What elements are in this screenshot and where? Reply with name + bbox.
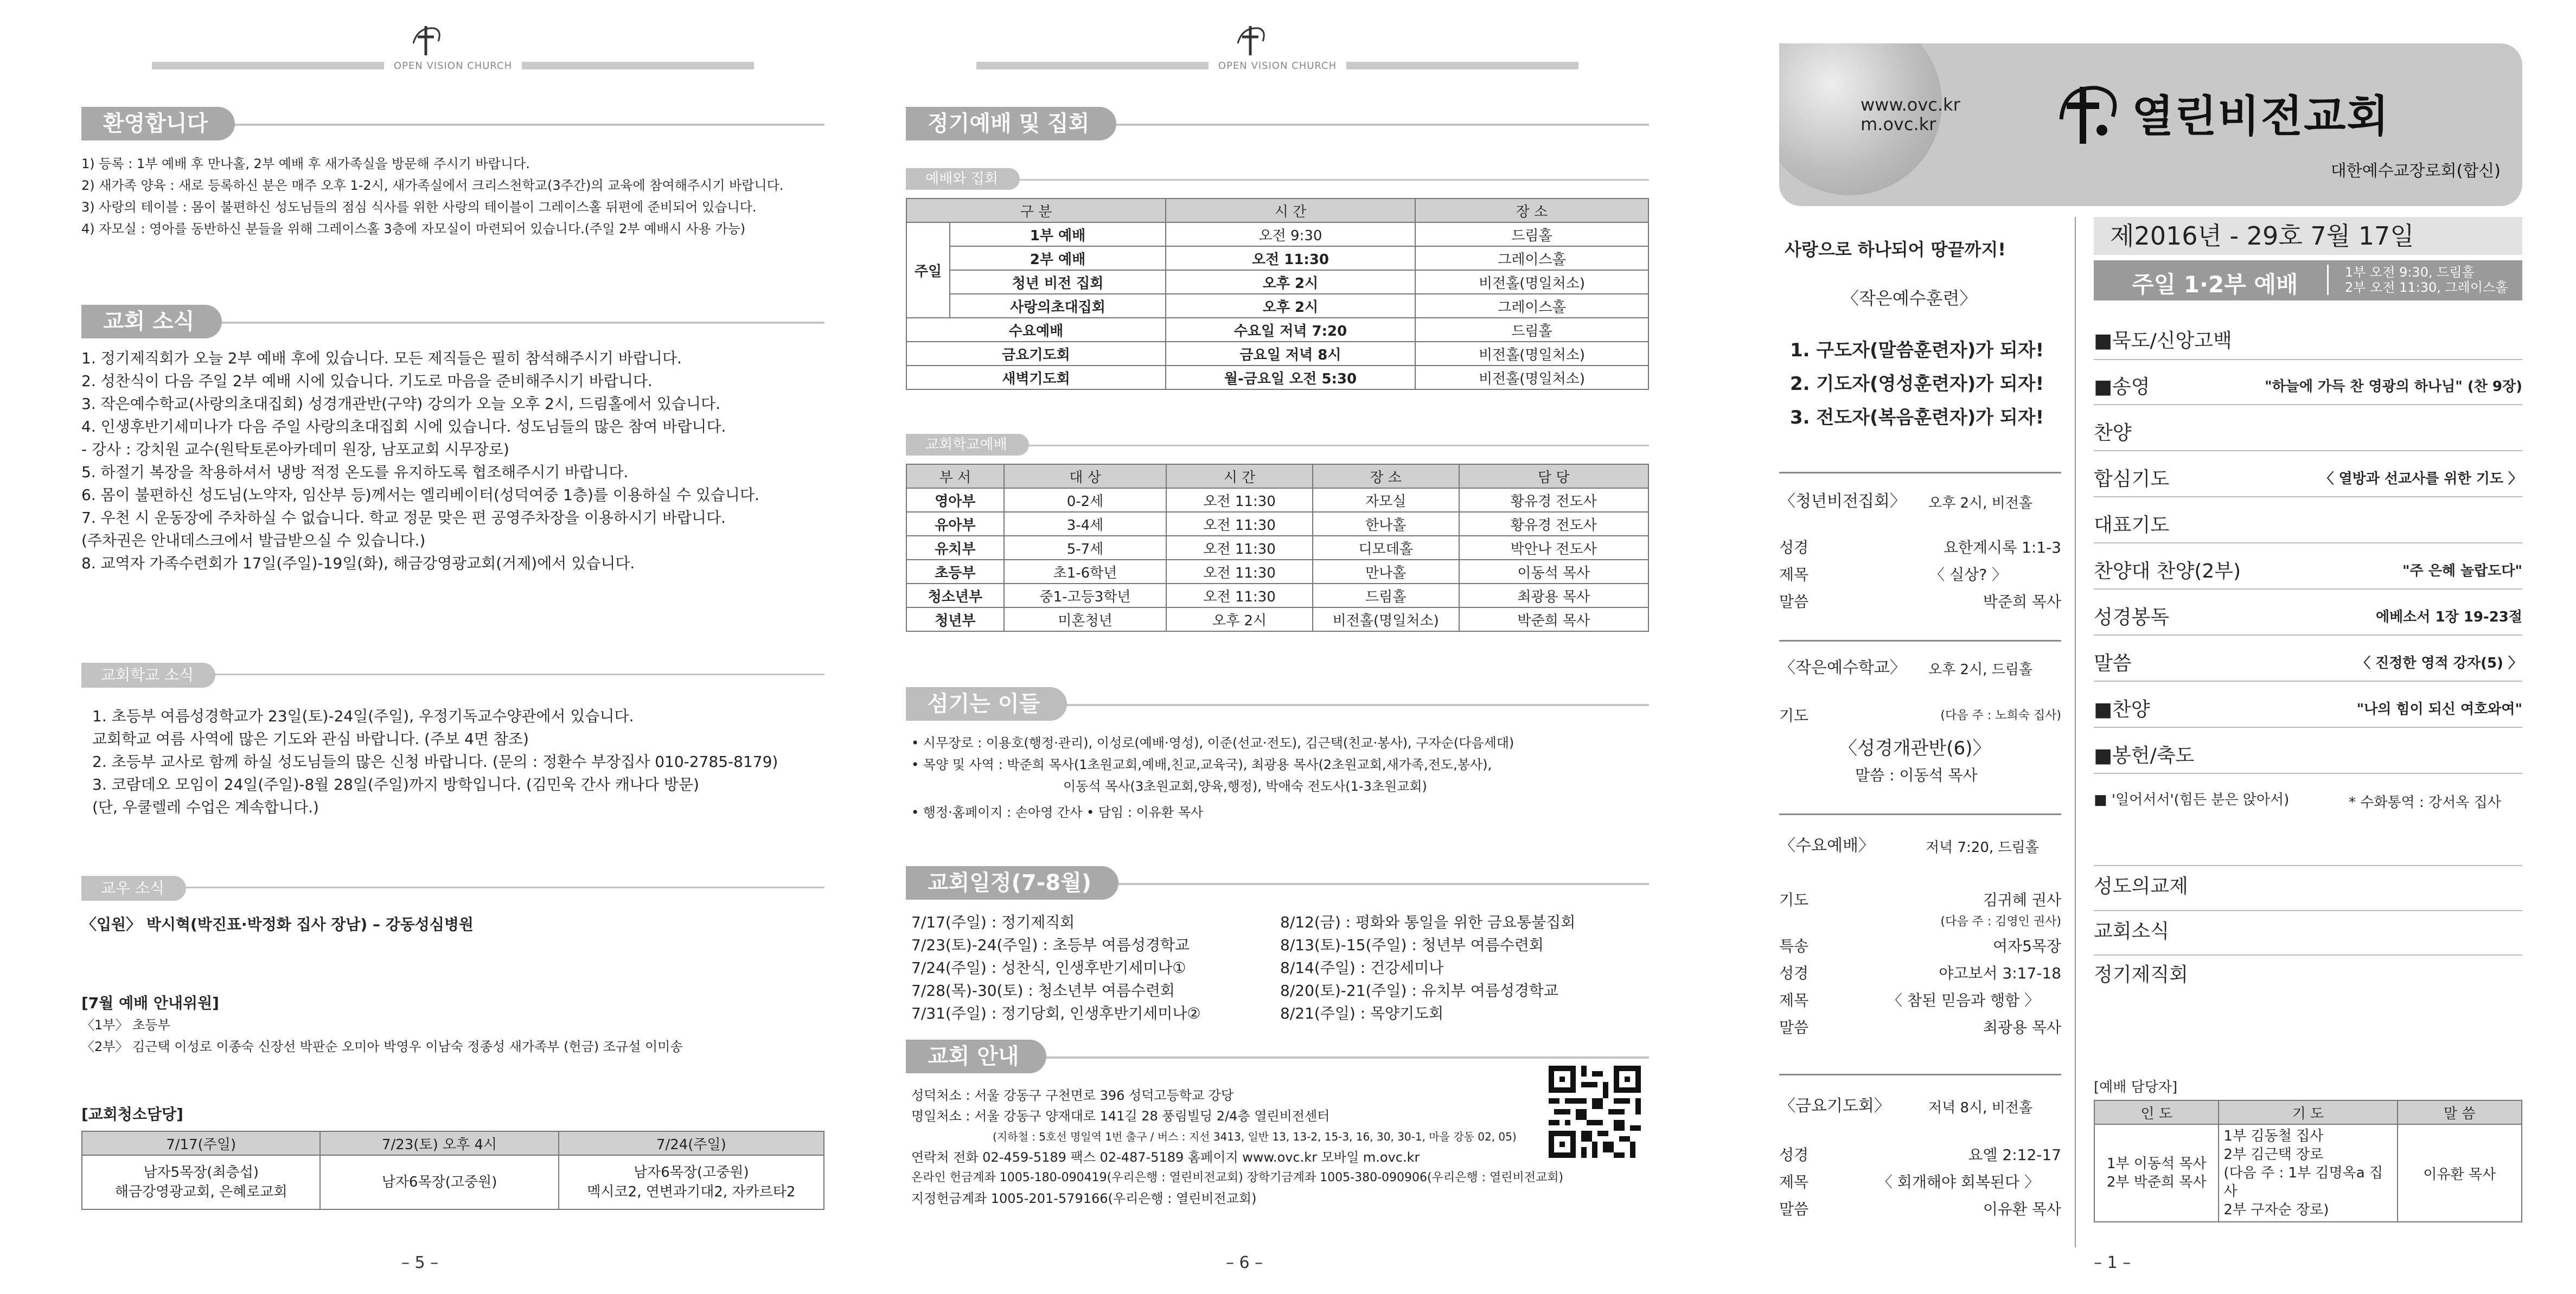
denomination: 대한예수교장로회(합신) [2330,162,2501,181]
qr-code-icon[interactable] [1549,1066,1641,1158]
sign-note: * 수화통역 : 강서옥 집사 [2349,795,2501,811]
order-item: 찬양대 찬양(2부) "주 은혜 놀랍도다" [2094,560,2522,582]
welcome-item: 2) 새가족 양육 : 새로 등록하신 분은 매주 오후 1-2시, 새가족실에서 크리스천학교(3주간)의 교육에 참여해주시기 바랍니다. [81,178,784,193]
worship-name: 2부 예배 [950,246,1166,270]
school-sub-heading: 교회학교예배 [906,434,1029,456]
school-box [1779,640,2061,642]
guides-line-2: 〈2부〉 김근택 이성로 이종숙 신장선 박판순 오미아 박영우 이남숙 정종성 새가족부 (헌금) 조규설 이미송 [81,1039,683,1054]
fri-row: 제목 〈 회개해야 회복된다 〉 [1779,1173,2040,1191]
school-header: 대 상 [1004,464,1167,488]
welcome-list [81,153,783,240]
worship-header: 시 간 [1166,198,1415,222]
school-title: 〈작은예수학교〉 [1779,658,1906,677]
schedule-item: 8/21(주일) : 목양기도회 [1280,1004,1444,1022]
info-line: 성덕처소 : 서울 강동구 구천면로 396 성덕고등학교 강당 [911,1088,1234,1103]
duty-title: [예배 담당자] [2094,1079,2178,1096]
welcome-item: 4) 자모실 : 영아를 동반하신 분들을 위해 그레이스홀 3층에 자모실이 마련되어 있습니다.(주일 2부 예배시 사용 가능) [81,221,746,236]
table-row: 청소년부 중1-고등3학년 오전 11:30 드림홀 최광용 목사 [906,584,1648,607]
cleaning-table [81,1131,824,1210]
youth-row: 말씀 박준희 목사 [1779,593,2061,611]
cleaning-header: 7/23(토) 오후 4시 [320,1131,558,1155]
goal-item: 3. 전도자(복음훈련자)가 되자! [1790,407,2044,428]
worship-place: 그레이스홀 [1415,294,1648,318]
wed-row: 성경 야고보서 3:17-18 [1779,964,2061,982]
worship-time: 오후 2시 [1166,294,1415,318]
news-item: 1. 정기제직회가 오늘 2부 예배 후에 있습니다. 모든 제직들은 필히 참석해주시기 바랍니다. [81,349,682,367]
schedule-item: 7/24(주일) : 성찬식, 인생후반기세미나① [911,959,1186,977]
worship-time: 오후 2시 [1166,270,1415,294]
order-item: 성경봉독 에베소서 1장 19-23절 [2094,606,2522,629]
mobile-url[interactable]: m.ovc.kr [1861,114,1936,134]
schedule-item: 8/20(토)-21(주일) : 유치부 여름성경학교 [1280,982,1559,1000]
cleaning-header: 7/17(주일) [82,1131,320,1155]
page-1 [1779,0,2522,1294]
welcome-item: 1) 등록 : 1부 예배 후 만나홀, 2부 예배 후 새가족실을 방문해 주시기 바랍니다. [81,156,530,171]
sunday-label: 주일 [906,222,950,318]
news-item: - 강사 : 강치원 교수(원탁토론아카데미 원장, 남포교회 시무장로) [81,440,509,458]
schedule-item: 8/13(토)-15(주일) : 청년부 여름수련회 [1280,936,1544,954]
school-speaker: 말씀 : 이동석 목사 [1855,766,1978,784]
slogan: 사랑으로 하나되어 땅끝까지! [1785,239,2006,260]
order-item: 대표기도 [2094,514,2170,536]
rise-note: ■ '일어서서'(힘든 분은 앉아서) [2094,792,2290,808]
page-5 [81,0,841,1294]
cover-banner [1779,43,2522,206]
duty-table [2094,1100,2522,1222]
duty-header: 인 도 [2094,1100,2219,1124]
worship-sub-heading: 예배와 집회 [906,168,1020,190]
news-item: 5. 하절기 복장을 착용하셔서 냉방 적정 온도를 유지하도록 협조해주시기 바랍니다. [81,463,629,481]
worship-place: 드림홀 [1415,318,1648,342]
wed-row: 특송 여자5목장 [1779,937,2061,955]
church-name: 열린비전교회 [2132,91,2390,142]
wed-row: 기도 김귀혜 권사 [1779,891,2061,909]
church-logo-icon [407,22,445,60]
school-header: 시 간 [1166,464,1313,488]
worship-time: 수요일 저녁 7:20 [1166,318,1415,342]
worship-time: 월-금요일 오전 5:30 [1166,366,1415,389]
duty-word: 이유환 목사 [2398,1124,2522,1222]
guides-title: [7월 예배 안내위원] [81,994,219,1012]
worship-place: 그레이스홀 [1415,246,1648,270]
worship-name: 금요기도회 [906,342,1166,366]
school-header: 담 당 [1459,464,1648,488]
info-line: (지하철 : 5호선 명일역 1번 출구 / 버스 : 지선 3413, 일반 13, 13-2, 15-3, 16, 30, 30-1, 마을 강동 02, 05) [993,1130,1517,1143]
church-header [81,22,824,81]
news-item: 8. 교역자 가족수련회가 17일(주일)-19일(화), 해금강영광교회(거제)에서 있습니다. [81,554,635,572]
fri-row: 성경 요엘 2:12-17 [1779,1146,2061,1164]
cleaning-cell: 남자5목장(최층섭) 해금강영광교회, 은혜로교회 [82,1155,320,1209]
member-news-heading: 교우 소식 [81,876,186,901]
fri-title: 〈금요기도회〉 [1779,1097,1890,1116]
guides-line-1: 〈1부〉 초등부 [81,1017,170,1033]
wed-title: 〈수요예배〉 [1779,836,1875,855]
school-news-item: (단, 우쿨렐레 수업은 계속합니다.) [92,798,319,816]
page-6 [906,0,1665,1294]
info-heading: 교회 안내 [906,1040,1046,1073]
after-item: 정기제직회 [2094,964,2188,986]
church-bar [152,61,754,71]
worship-name: 1부 예배 [950,222,1166,246]
duty-lead: 1부 이동석 목사 2부 박준희 목사 [2094,1124,2219,1222]
fri-box [1779,1074,2061,1075]
order-item: 찬양 [2094,422,2132,444]
servants-line: • 목양 및 사역 : 박준희 목사(1초원교회,예배,친교,교육국), 최광용 목사(2초원교회,새가족,전도,봉사), [911,757,1492,772]
worship-name: 수요예배 [906,318,1166,342]
youth-box [1779,472,2061,473]
worship-time: 오전 11:30 [1166,246,1415,270]
school-subject: 〈성경개관반(6)〉 [1839,738,1991,759]
fri-row: 말씀 이유환 목사 [1779,1200,2061,1218]
fri-time: 저녁 8시, 비전홀 [1928,1100,2033,1116]
order-item: ■찬양 "나의 힘이 되신 여호와여" [2094,699,2522,721]
school-news-item: 교회학교 여름 사역에 많은 기도와 관심 바랍니다. (주보 4면 참조) [92,730,529,748]
cleaning-title: [교회청소담당] [81,1105,183,1123]
worship-place: 비전홀(명일처소) [1415,342,1648,366]
page-number: – 1 – [2094,1253,2131,1272]
order-item: ■묵도/신앙고백 [2094,330,2232,352]
website-url[interactable]: www.ovc.kr [1861,94,1960,115]
church-logo-icon [2050,76,2126,152]
table-row: 청년부 미혼청년 오후 2시 비전홀(명일처소) 박준희 목사 [906,607,1648,631]
worship-place: 드림홀 [1415,222,1648,246]
info-line: 온라인 헌금계좌 1005-180-090419(우리은행 : 열린비전교회) 장학기금계좌 1005-380-090906(우리은행 : 열린비전교회) [911,1171,1564,1184]
goal-item: 2. 기도자(영성훈련자)가 되자! [1790,373,2044,395]
worship-header: 장 소 [1415,198,1648,222]
school-news-heading: 교회학교 소식 [81,663,215,688]
school-pray: 기도 (다음 주 : 노희숙 집사) [1779,707,2061,725]
worship-name: 사랑의초대집회 [950,294,1166,318]
schedule-right [1280,911,1575,1025]
youth-time: 오후 2시, 비전홀 [1928,495,2033,511]
cleaning-header: 7/24(주일) [559,1131,824,1155]
worship-heading: 정기예배 및 집회 [906,107,1116,140]
news-item: 4. 인생후반기세미나가 다음 주일 사랑의초대집회 시에 있습니다. 성도님들의 많은 참여 바랍니다. [81,418,726,435]
schedule-item: 7/23(토)-24(주일) : 초등부 여름성경학교 [911,936,1190,954]
schedule-item: 7/28(목)-30(토) : 청소년부 여름수련회 [911,982,1175,1000]
school-header: 장 소 [1313,464,1459,488]
worship-time: 오전 9:30 [1166,222,1415,246]
school-news-item: 3. 코람데오 모임이 24일(주일)-8월 28일(주일)까지 방학입니다. (김민욱 간사 캐나다 방문) [92,776,699,793]
page-number: – 6 – [1226,1253,1263,1272]
school-table [906,464,1649,632]
goal-item: 1. 구도자(말씀훈련자)가 되자! [1790,339,2044,361]
news-item: 7. 우천 시 운동장에 주차하실 수 없습니다. 학교 정문 맞은 편 공영주차장을 이용하시기 바랍니다. [81,509,726,527]
school-news-item: 1. 초등부 여름성경학교가 23일(토)-24일(주일), 우정기독교수양관에서 있습니다. [92,707,634,725]
wed-row: (다음 주 : 김영인 권사) [1940,915,2061,928]
worship-title: 주일 1·2부 예배 [2132,271,2298,298]
church-logo-icon [1231,22,1269,60]
goals-list [1790,334,2044,434]
schedule-heading: 교회일정(7-8월) [906,866,1118,900]
duty-pray: 1부 김동철 집사 2부 김근택 장로 (다음 주 : 1부 김명옥a 집사 2부 구자순 장로) [2219,1124,2397,1222]
church-label: OPEN VISION CHURCH [393,60,513,72]
wed-box [1779,813,2061,815]
news-item: 3. 작은예수학교(사랑의초대집회) 성경개관반(구약) 강의가 오늘 오후 2시, 드림홀에서 있습니다. [81,395,721,413]
worship-place: 비전홀(명일처소) [1415,270,1648,294]
servants-line: • 시무장로 : 이용호(행정·관리), 이성로(예배·영성), 이준(선교·전도), 김근택(친교·봉사), 구자순(다음세대) [911,735,1514,751]
cover-urls [1861,95,1960,134]
after-item: 교회소식 [2094,920,2170,943]
schedule-item: 8/12(금) : 평화와 통일을 위한 금요통불집회 [1280,913,1576,931]
school-header: 부 서 [906,464,1004,488]
welcome-item: 3) 사랑의 테이블 : 몸이 불편하신 성도님들의 점심 식사를 위한 사랑의 테이블이 그레이스홀 뒤편에 준비되어 있습니다. [81,200,757,215]
youth-row: 제목 〈 실상? 〉 [1779,566,2007,584]
worship-name: 청년 비전 집회 [950,270,1166,294]
order-item: ■봉헌/축도 [2094,745,2195,767]
church-bar [976,61,1578,71]
youth-row: 성경 요한계시록 1:1-3 [1779,539,2061,556]
news-heading: 교회 소식 [81,305,222,338]
news-item: 2. 성찬식이 다음 주일 2부 예배 시에 있습니다. 기도로 마음을 준비해주시기 바랍니다. [81,372,653,390]
schedule-item: 8/14(주일) : 건강세미나 [1280,959,1444,977]
page-number: – 5 – [401,1253,439,1272]
info-line: 지정헌금계좌 1005-201-579166(우리은행 : 열린비전교회) [911,1191,1257,1206]
schedule-item: 7/17(주일) : 정기제직회 [911,913,1075,931]
table-row: 유치부 5-7세 오전 11:30 디모데홀 박안나 전도사 [906,536,1648,560]
school-time: 오후 2시, 드림홀 [1928,662,2033,678]
schedule-item: 7/31(주일) : 정기당회, 인생후반기세미나② [911,1004,1201,1022]
servants-line: 이동석 목사(3초원교회,양육,행정), 박애숙 전도사(1-3초원교회) [1063,779,1427,794]
news-item: 6. 몸이 불편하신 성도님(노약자, 임산부 등)께서는 엘리베이터(성덕여중 1층)를 이용하실 수 있습니다. [81,486,759,504]
worship-times: 1부 오전 9:30, 드림홀 2부 오전 11:30, 그레이스홀 [2327,265,2508,295]
church-label: OPEN VISION CHURCH [1218,60,1337,72]
news-item: (주차권은 안내데스크에서 발급받으실 수 있습니다.) [81,531,426,549]
worship-name: 새벽기도회 [906,366,1166,389]
wed-row: 말씀 최광용 목사 [1779,1018,2061,1036]
worship-banner [2094,260,2522,300]
cleaning-cell: 남자6목장(고중원) [320,1155,558,1209]
school-news-list [92,705,778,819]
welcome-heading: 환영합니다 [81,107,235,140]
after-item: 성도의교제 [2094,875,2188,898]
servants-heading: 섬기는 이들 [906,687,1067,721]
church-header [906,22,1649,81]
table-row: 유아부 3-4세 오전 11:30 한나홀 황유경 전도사 [906,512,1648,536]
youth-title: 〈청년비전집회〉 [1779,492,1906,511]
table-row: 초등부 초1-6학년 오전 11:30 만나홀 이동석 목사 [906,560,1648,584]
worship-time: 금요일 저녁 8시 [1166,342,1415,366]
schedule-left [911,911,1201,1025]
member-news-text: 〈입원〉 박시혁(박진표·박정화 집사 장남) – 강동성심병원 [81,915,474,933]
duty-header: 기 도 [2219,1100,2397,1124]
order-item: 말씀 〈 진정한 영적 강자(5) 〉 [2094,652,2522,675]
column-divider [2075,217,2076,1247]
servants-line: • 행정·홈페이지 : 손아영 간사 • 담임 : 이유환 목사 [911,805,1204,820]
wed-row: 제목 〈 참된 믿음과 행함 〉 [1779,991,2040,1009]
wed-time: 저녁 7:20, 드림홀 [1926,840,2039,856]
worship-table [906,198,1649,390]
school-news-item: 2. 초등부 교사로 함께 하실 성도님들의 많은 신청 바랍니다. (문의 : 정환수 부장집사 010-2785-8179) [92,753,778,771]
duty-header: 말 씀 [2398,1100,2522,1124]
worship-header: 구 분 [906,198,1166,222]
info-line: 명일처소 : 서울 강동구 양재대로 141길 28 풍림빌딩 2/4층 열린비전센터 [911,1109,1330,1124]
news-list [81,347,759,575]
issue-date: 제2016년 - 29호 7월 17일 [2094,217,2522,255]
info-line: 연락처 전화 02-459-5189 팩스 02-487-5189 홈페이지 www.ovc.kr 모바일 m.ovc.kr [911,1150,1420,1165]
order-item: 합심기도 〈 열방과 선교사를 위한 기도 〉 [2094,468,2522,490]
worship-place: 비전홀(명일처소) [1415,366,1648,389]
cleaning-cell: 남자6목장(고중원) 멕시코2, 연변과기대2, 자카르타2 [559,1155,824,1209]
table-row: 영아부 0-2세 오전 11:30 자모실 황유경 전도사 [906,488,1648,512]
order-item: ■송영 "하늘에 가득 찬 영광의 하나님" (찬 9장) [2094,376,2522,398]
small-jesus-title: 〈작은예수훈련〉 [1842,288,1977,309]
